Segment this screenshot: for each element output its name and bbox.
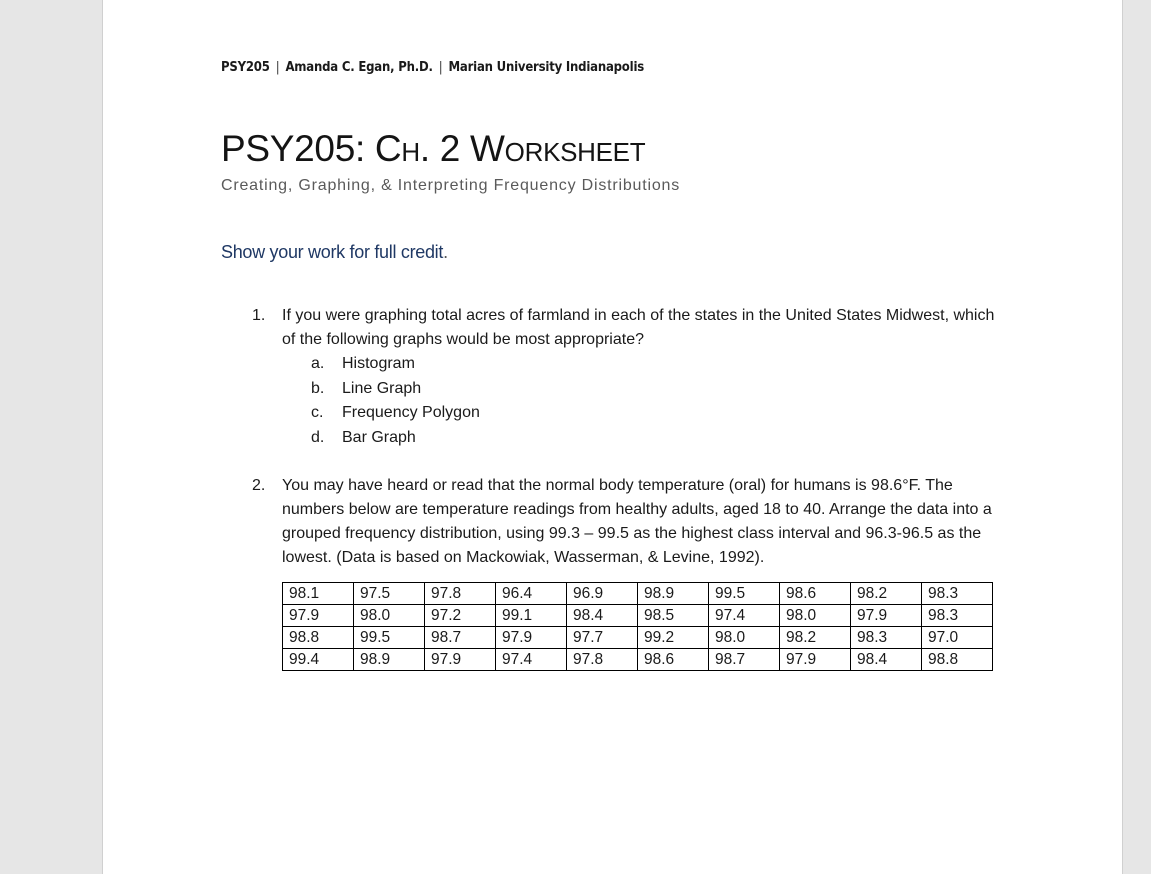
table-cell: 98.7	[425, 627, 496, 649]
table-cell: 98.4	[567, 605, 638, 627]
table-cell: 98.6	[780, 583, 851, 605]
table-cell: 98.8	[922, 649, 993, 671]
header-course: PSY205	[221, 60, 270, 75]
document-page	[102, 0, 1123, 874]
table-cell: 99.5	[709, 583, 780, 605]
question-text: If you were graphing total acres of farmland in each of the states in the United States Midwest, which of the following graphs would be most appropriate?	[282, 307, 995, 348]
table-cell: 99.2	[638, 627, 709, 649]
option-label: Histogram	[342, 355, 415, 372]
table-cell: 97.9	[496, 627, 567, 649]
table-cell: 96.9	[567, 583, 638, 605]
table-cell: 98.2	[851, 583, 922, 605]
option-label: Line Graph	[342, 379, 422, 397]
option-letter: b.	[311, 379, 325, 397]
header-instructor: Amanda C. Egan, Ph.D.	[285, 60, 433, 75]
page-header	[221, 60, 644, 75]
table-cell: 97.4	[709, 605, 780, 627]
table-cell: 97.0	[922, 627, 993, 649]
table-cell: 99.1	[496, 605, 567, 627]
table-cell: 98.7	[709, 649, 780, 671]
page-subtitle: Creating, Graphing, & Interpreting Frequency Distributions	[221, 177, 681, 194]
option-letter: c.	[311, 404, 324, 421]
table-row	[283, 627, 993, 649]
table-cell: 97.7	[567, 627, 638, 649]
question-number: 1.	[252, 307, 266, 324]
header-separator: |	[438, 60, 443, 75]
table-cell: 98.3	[922, 605, 993, 627]
table-cell: 98.2	[780, 627, 851, 649]
option-label: Bar Graph	[342, 428, 416, 446]
table-cell: 97.9	[425, 649, 496, 671]
table-cell: 97.2	[425, 605, 496, 627]
table-cell: 98.4	[851, 649, 922, 671]
table-row	[283, 649, 993, 671]
table-cell: 97.9	[283, 605, 354, 627]
table-cell: 97.8	[425, 583, 496, 605]
option-label: Frequency Polygon	[342, 404, 480, 421]
question-number: 2.	[252, 477, 266, 494]
table-cell: 98.5	[638, 605, 709, 627]
table-cell: 98.0	[780, 605, 851, 627]
table-cell: 96.4	[496, 583, 567, 605]
table-cell: 97.8	[567, 649, 638, 671]
table-cell: 99.5	[354, 627, 425, 649]
table-cell: 98.6	[638, 649, 709, 671]
instruction-label: Show your work for full credit	[221, 242, 444, 262]
instruction-text	[221, 242, 448, 263]
table-cell: 98.3	[922, 583, 993, 605]
table-cell: 97.9	[780, 649, 851, 671]
table-cell: 97.4	[496, 649, 567, 671]
table-cell: 97.9	[851, 605, 922, 627]
table-cell: 98.9	[354, 649, 425, 671]
question-text: You may have heard or read that the normal body temperature (oral) for humans is 98.6°F. The numbers below are temperature readings from healthy adults, aged 18 to 40. Arrange the data into a grouped frequency distribution, using 99.3 – 99.5 as the highest class interval and 96.3-96.5 as the lowest. (Data is based on Mackowiak, Wasserman, & Levine, 1992).	[282, 477, 992, 566]
table-cell: 98.9	[638, 583, 709, 605]
header-separator: |	[275, 60, 280, 75]
instruction-period: .	[443, 242, 448, 262]
table-cell: 99.4	[283, 649, 354, 671]
table-row	[283, 605, 993, 627]
page-title: PSY205: Ch. 2 Worksheet	[221, 128, 646, 169]
temperature-data-table	[282, 582, 993, 671]
table-cell: 98.0	[709, 627, 780, 649]
table-row	[283, 583, 993, 605]
option-letter: a.	[311, 355, 325, 372]
table-cell: 98.8	[283, 627, 354, 649]
table-cell: 98.0	[354, 605, 425, 627]
option-letter: d.	[311, 428, 325, 446]
table-cell: 97.5	[354, 583, 425, 605]
table-cell: 98.3	[851, 627, 922, 649]
table-cell: 98.1	[283, 583, 354, 605]
header-institution: Marian University Indianapolis	[448, 60, 645, 75]
